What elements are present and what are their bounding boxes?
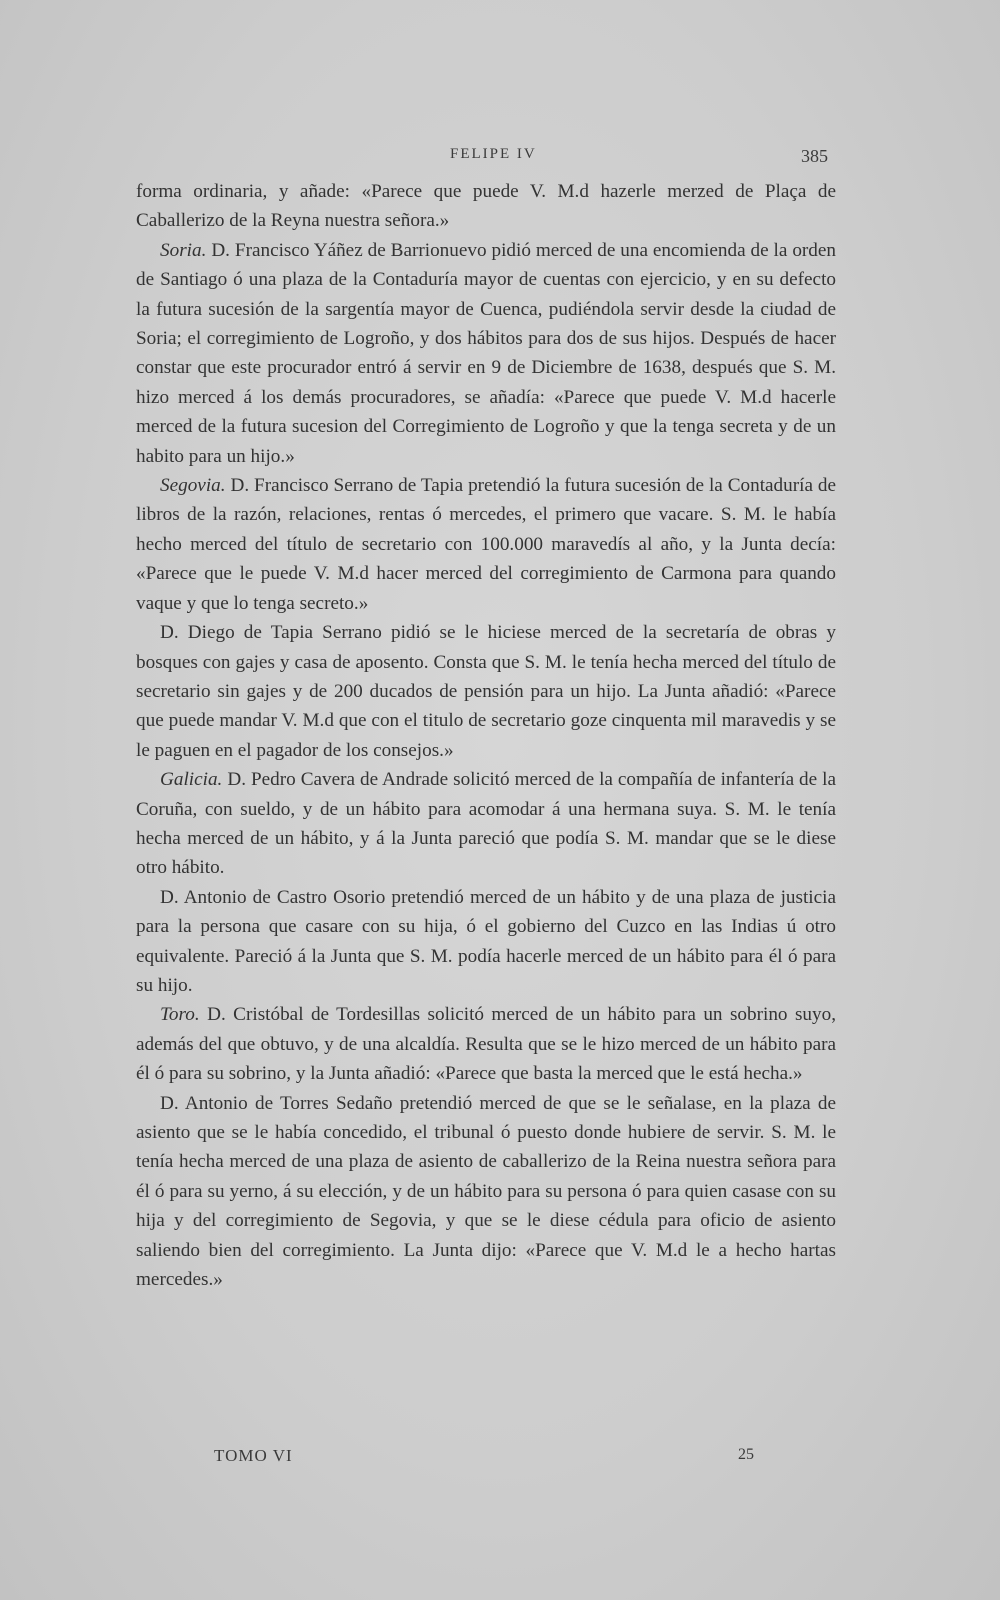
paragraph-text: D. Diego de Tapia Serrano pidió se le hiciese merced de la secretaría de obras y bosques con gajes y casa de aposento. Consta que S. M. le tenía hecha merced del título de secretario sin gajes y de 200 ducados de pensión para un hijo. La Junta añadió: «Parece que puede mandar V. M.d que con el titulo de secretario goze cinquenta mil maravedis y se le paguen en el pagador de los consejos.»: [136, 622, 836, 761]
page-header: [138, 146, 828, 172]
paragraph: [136, 618, 836, 765]
paragraph: [136, 765, 836, 883]
paragraph: [136, 177, 836, 236]
place-name: Segovia.: [160, 475, 226, 497]
paragraph-text: D. Antonio de Castro Osorio pretendió merced de un hábito y de una plaza de justicia para la persona que casare con su hija, ó el gobierno del Cuzco en las Indias ú otro equivalente. Pareció á la Junta que S. M. podía hacerle merced de un hábito para él ó para su hijo.: [136, 886, 836, 996]
paragraph-text: forma ordinaria, y añade: «Parece que puede V. M.d hazerle merzed de Plaça de Caballerizo de la Reyna nuestra señora.»: [136, 181, 836, 232]
paragraph-text: D. Antonio de Torres Sedaño pretendió merced de que se le señalase, en la plaza de asiento que se le había concedido, el tribunal ó puesto donde hubiere de servir. S. M. le tenía hecha merced de una plaza de asiento de caballerizo de la Reina nuestra señora para él ó para su yerno, á su elección, y de un hábito para su persona ó para quien casase con su hija y del corregimiento de Segovia, y que se le diese cédula para oficio de asiento saliendo bien del corregimiento. La Junta dijo: «Parece que V. M.d le a hecho hartas mercedes.»: [136, 1092, 836, 1291]
place-name: Toro.: [160, 1004, 200, 1026]
paragraph-text: D. Francisco Yáñez de Barrionuevo pidió merced de una encomienda de la orden de Santiago ó una plaza de la Contaduría mayor de cuentas con ejercicio, y en su defecto la futura sucesión de la sargentía mayor de Cuenca, pudiéndola servir desde la ciudad de Soria; el corregimiento de Logroño, y dos hábitos para dos de sus hijos. Después de hacer constar que este procurador entró á servir en 9 de Diciembre de 1638, después que S. M. hizo merced á los demás procuradores, se añadía: «Parece que puede V. M.d hacerle merced de la futura sucesion del Corregimiento de Logroño y que la tenga secreta y de un habito para un hijo.»: [136, 239, 837, 467]
place-name: Galicia.: [160, 769, 223, 791]
page-footer: [214, 1446, 754, 1472]
paragraph-text: D. Francisco Serrano de Tapia pretendió la futura sucesión de la Contaduría de libros de la razón, relaciones, rentas ó mercedes, el primero que vacare. S. M. le había hecho merced del título de secretario con 100.000 maravedís al año, y la Junta decía: «Parece que le puede V. M.d hacer merced del corregimiento de Carmona para quando vaque y que lo tenga secreto.»: [136, 475, 837, 614]
paragraph-text: D. Cristóbal de Tordesillas solicitó merced de un hábito para un sobrino suyo, además del que obtuvo, y de una alcaldía. Resulta que se le hizo merced de un hábito para él ó para su sobrino, y la Junta añadió: «Parece que basta la merced que le está hecha.»: [136, 1004, 836, 1085]
paragraph: [136, 883, 836, 1001]
paragraph: [136, 236, 836, 471]
page-body: [136, 177, 836, 1294]
paragraph-text: D. Pedro Cavera de Andrade solicitó merced de la compañía de infantería de la Coruña, con sueldo, y de un hábito para acomodar á una hermana suya. S. M. le tenía hecha merced de un hábito, y á la Junta pareció que podía S. M. mandar que se le diese otro hábito.: [136, 769, 836, 879]
page-number: 385: [801, 146, 828, 166]
volume-label: TOMO VI: [214, 1446, 293, 1465]
paragraph: [136, 1089, 836, 1295]
place-name: Soria.: [160, 239, 207, 261]
paragraph: [136, 1000, 836, 1088]
signature-mark: 25: [738, 1446, 754, 1463]
running-title: FELIPE IV: [450, 146, 537, 162]
paragraph: [136, 471, 836, 618]
